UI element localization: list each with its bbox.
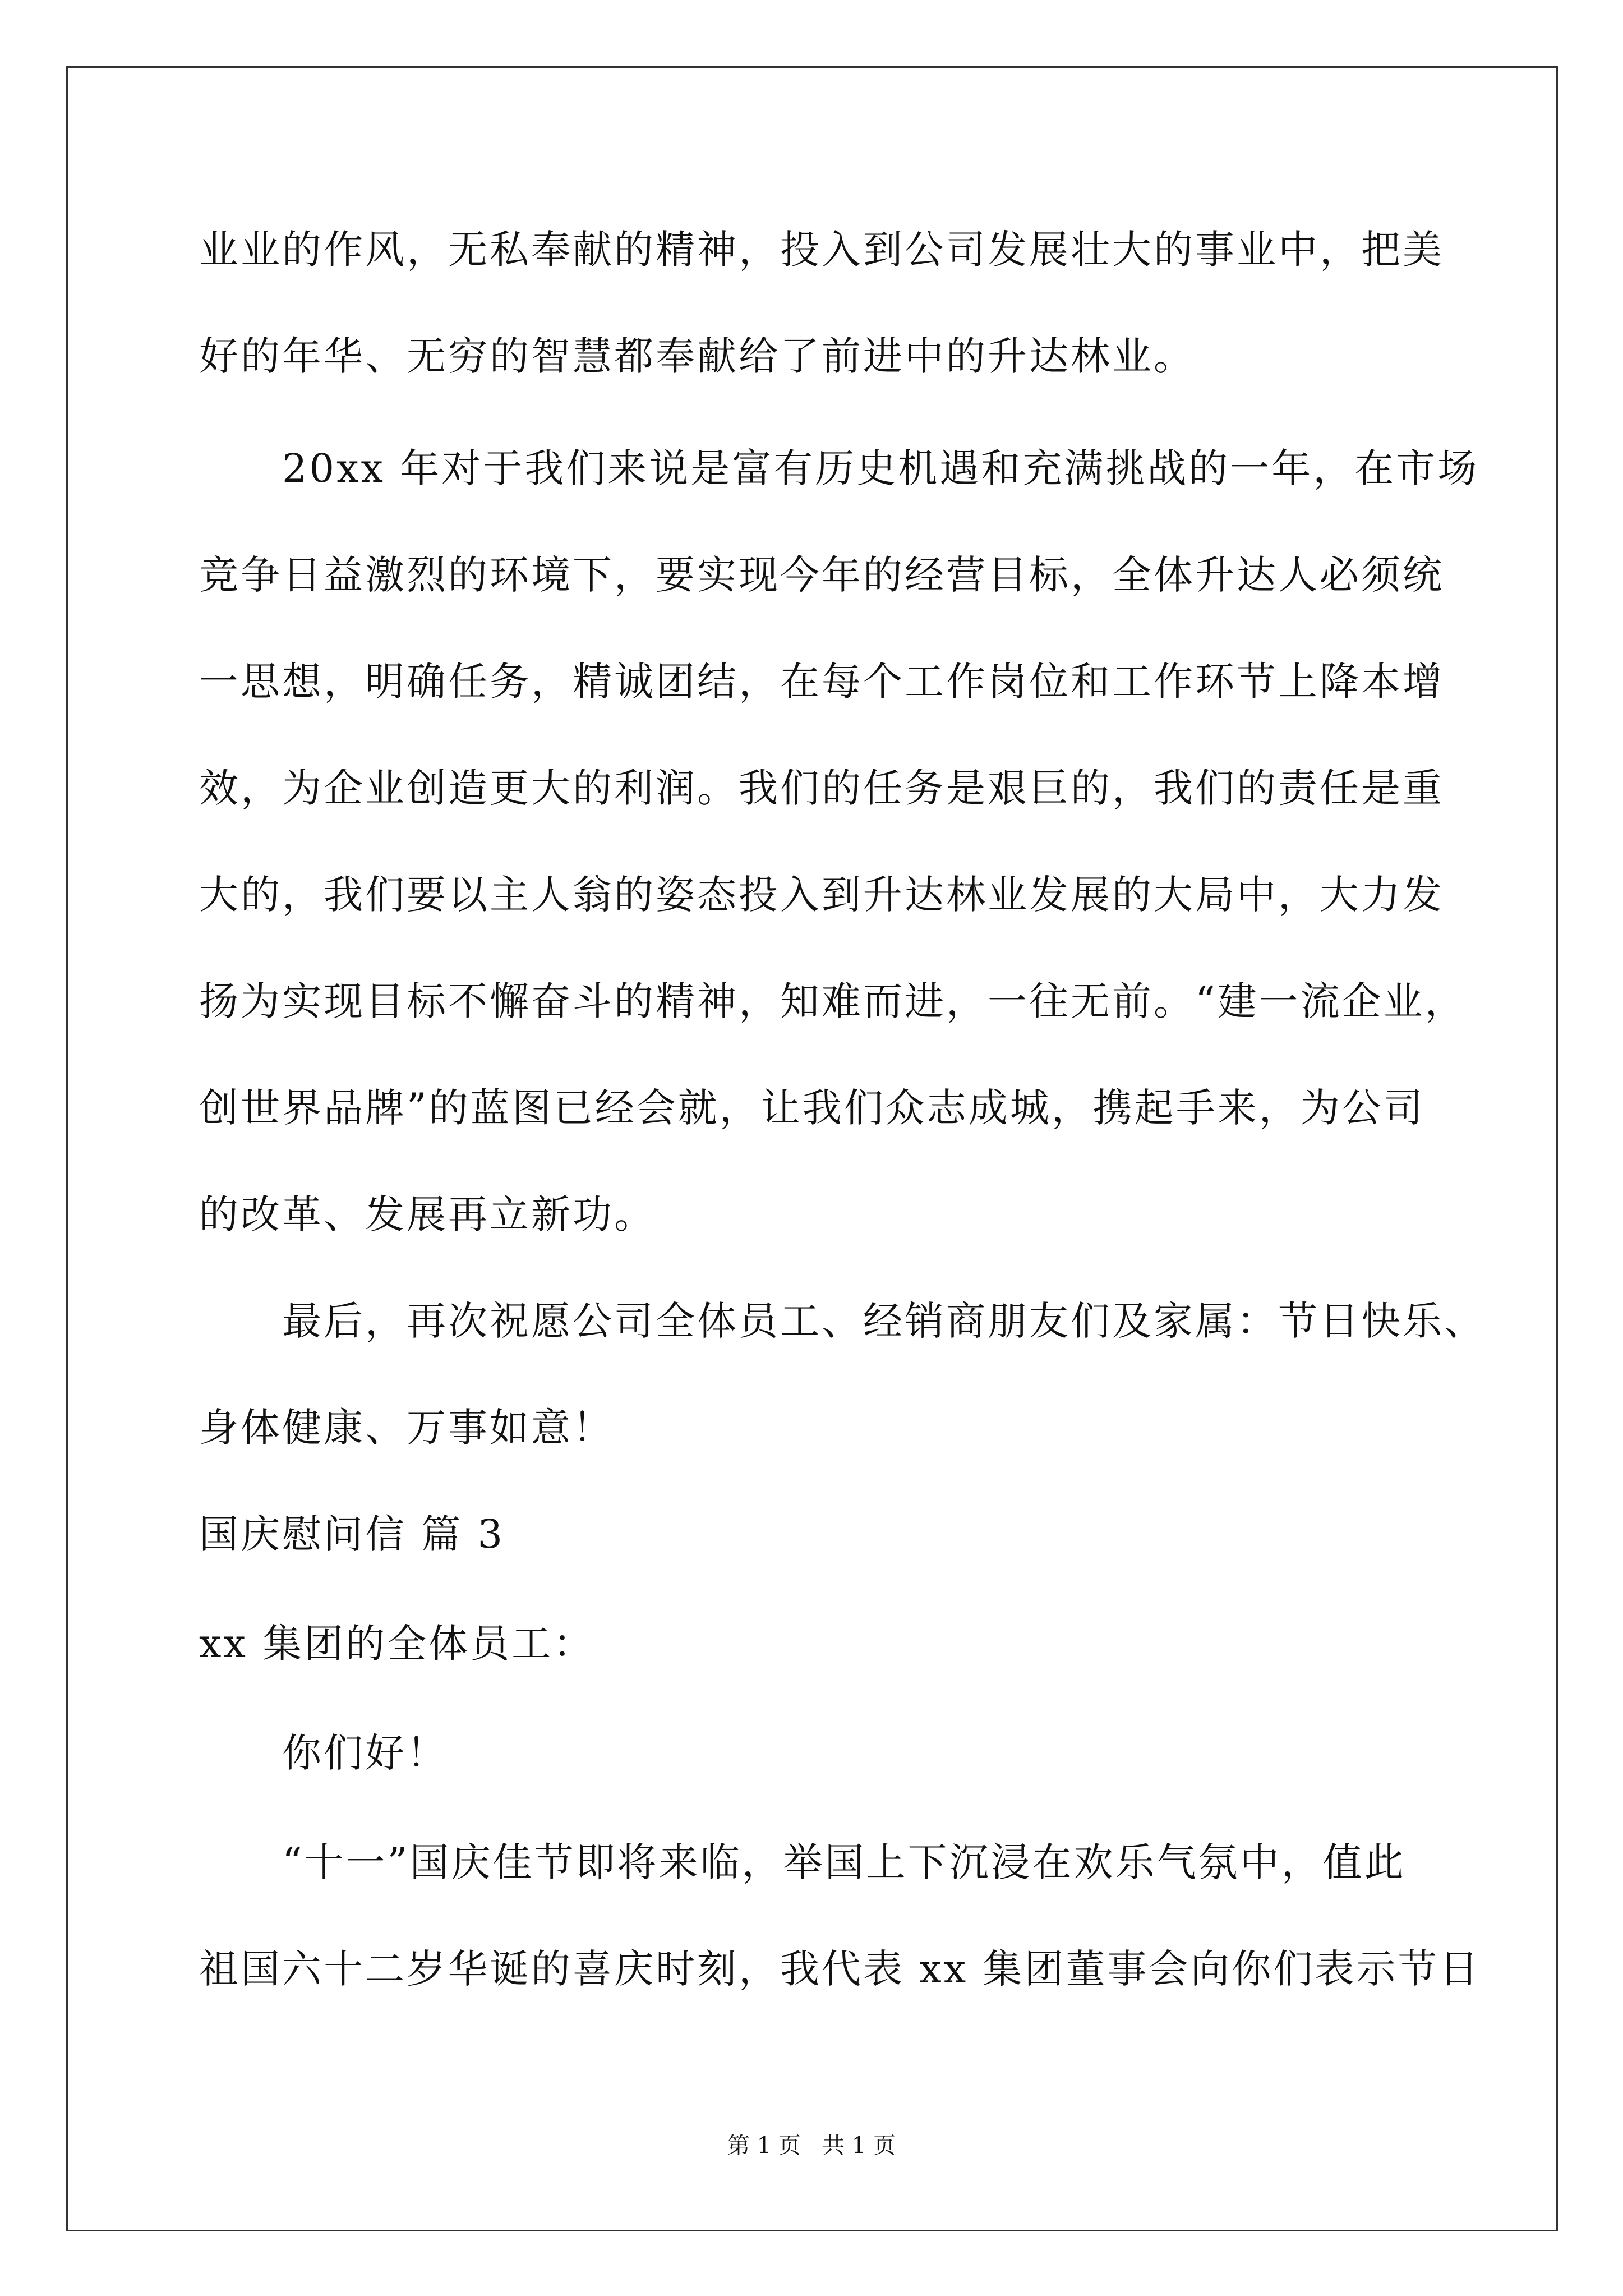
body-line: 好的年华、无穷的智慧都奉献给了前进中的升达林业。: [199, 333, 1195, 379]
body-line: 祖国六十二岁华诞的喜庆时刻，我代表 xx 集团董事会向你们表示节日: [199, 1946, 1481, 1992]
section-heading: 国庆慰问信 篇 3: [199, 1511, 505, 1557]
body-line: 大的，我们要以主人翁的姿态投入到升达林业发展的大局中，大力发: [199, 872, 1444, 918]
body-line: 效，为企业创造更大的利润。我们的任务是艰巨的，我们的责任是重: [199, 765, 1444, 811]
body-line: 扬为实现目标不懈奋斗的精神，知难而进，一往无前。“建一流企业，: [199, 978, 1467, 1024]
page-border: [66, 66, 1558, 2231]
body-line: 创世界品牌”的蓝图已经会就，让我们众志成城，携起手来，为公司: [199, 1085, 1425, 1131]
body-line: 最后，再次祝愿公司全体员工、经销商朋友们及家属：节日快乐、: [282, 1298, 1486, 1344]
body-line: 一思想，明确任务，精诚团结，在每个工作岗位和工作环节上降本增: [199, 659, 1444, 705]
body-line: “十一”国庆佳节即将来临，举国上下沉浸在欢乐气氛中，值此: [282, 1839, 1406, 1885]
body-line: 竞争日益激烈的环境下，要实现今年的经营目标，全体升达人必须统: [199, 552, 1444, 598]
page-footer: 第 1 页 共 1 页: [727, 2133, 896, 2159]
salutation: xx 集团的全体员工：: [199, 1621, 595, 1667]
body-line: 业业的作风，无私奉献的精神，投入到公司发展壮大的事业中，把美: [199, 227, 1444, 273]
body-line: 身体健康、万事如意！: [199, 1405, 614, 1451]
body-line: 20xx 年对于我们来说是富有历史机遇和充满挑战的一年，在市场: [282, 445, 1479, 491]
body-line: 的改革、发展再立新功。: [199, 1191, 656, 1237]
greeting: 你们好！: [282, 1730, 448, 1776]
